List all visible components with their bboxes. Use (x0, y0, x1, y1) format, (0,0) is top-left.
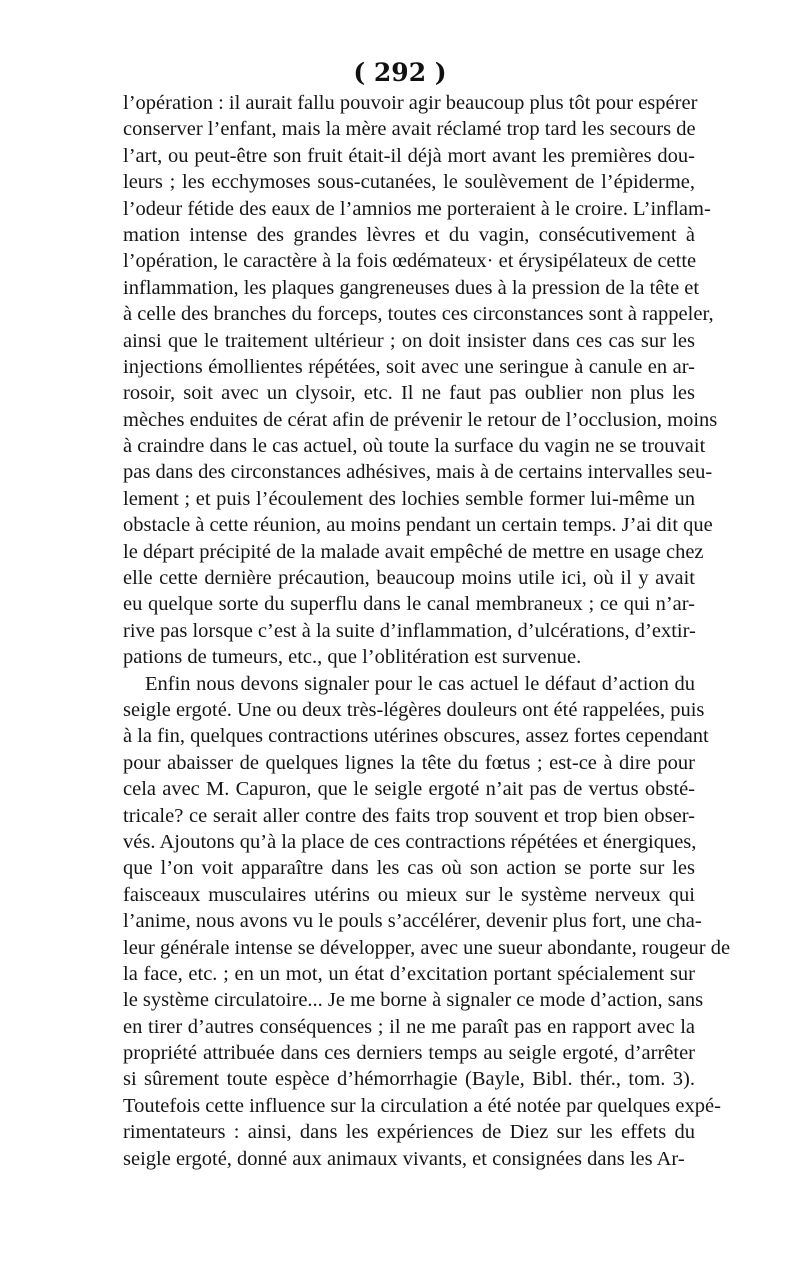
text-line: à craindre dans le cas actuel, où toute la surface du vagin ne se trouvait (123, 435, 706, 458)
text-line: l’anime, nous avons vu le pouls s’accélérer, devenir plus fort, une cha- (123, 910, 702, 933)
text-line: à la fin, quelques contractions utérines obscures, assez fortes cependant (123, 725, 709, 748)
text-line: obstacle à cette réunion, au moins pendant un certain temps. J’ai dit que (123, 514, 713, 537)
text-line: inflammation, les plaques gangreneuses dues à la pression de la tête et (123, 276, 700, 299)
text-line: seigle ergoté, donné aux animaux vivants, et consignées dans les Ar- (123, 1147, 685, 1170)
paragraph-1 (123, 90, 718, 671)
text-line: pour abaisser de quelques lignes la tête du fœtus ; est-ce à dire pour (123, 751, 695, 774)
text-line: vés. Ajoutons qu’à la place de ces contractions répétées et énergiques, (123, 830, 697, 853)
text-line: à celle des branches du forceps, toutes ces circonstances sont à rappeler, (123, 303, 714, 326)
text-line: Enfin nous devons signaler pour le cas actuel le défaut d’action du (145, 672, 695, 695)
text-line: l’odeur fétide des eaux de l’amnios me porteraient à le croire. L’inflam- (123, 197, 711, 220)
text-line: leurs ; les ecchymoses sous-cutanées, le soulèvement de l’épiderme, (123, 171, 695, 194)
text-line: propriété attribuée dans ces derniers temps au seigle ergoté, d’arrêter (123, 1042, 695, 1065)
text-line: injections émollientes répétées, soit avec une seringue à canule en ar- (123, 355, 695, 378)
text-line: la face, etc. ; en un mot, un état d’excitation portant spécialement sur (123, 962, 695, 985)
text-line: lement ; et puis l’écoulement des lochies semble former lui-même un (123, 487, 695, 510)
text-line: seigle ergoté. Une ou deux très-légères douleurs ont été rappelées, puis (123, 698, 705, 721)
text-line: que l’on voit apparaître dans les cas où son action se porte sur les (123, 857, 695, 880)
text-line: Toutefois cette influence sur la circulation a été notée par quelques expé- (123, 1094, 721, 1117)
paragraph-2 (123, 671, 731, 1172)
text-line: l’opération : il aurait fallu pouvoir agir beaucoup plus tôt pour espérer (123, 92, 698, 114)
text-line: pations de tumeurs, etc., que l’oblitération est survenue. (123, 646, 582, 669)
text-line: si sûrement toute espèce d’hémorrhagie (Bayle, Bibl. thér., tom. 3). (123, 1068, 695, 1091)
text-line: cela avec M. Capuron, que le seigle ergoté n’ait pas de vertus obsté- (123, 778, 695, 801)
text-line: leur générale intense se développer, avec une sueur abondante, rougeur de (123, 936, 731, 959)
text-line: pas dans des circonstances adhésives, mais à de certains intervalles seu- (123, 461, 713, 484)
text-line: eu quelque sorte du superflu dans le canal membraneux ; ce qui n’ar- (123, 593, 695, 616)
text-line: faisceaux musculaires utérins ou mieux sur le système nerveux qui (123, 883, 695, 906)
text-line: rive pas lorsque c’est à la suite d’inflammation, d’ulcérations, d’extir- (123, 619, 696, 642)
text-line: ainsi que le traitement ultérieur ; on doit insister dans ces cas sur les (123, 329, 695, 352)
text-line: conserver l’enfant, mais la mère avait réclamé trop tard les secours de (123, 118, 696, 141)
text-line: l’opération, le caractère à la fois œdémateux· et érysipélateux de cette (123, 250, 697, 273)
text-line: mèches enduites de cérat afin de prévenir le retour de l’occlusion, moins (123, 408, 718, 431)
text-line: rosoir, soit avec un clysoir, etc. Il ne faut pas oublier non plus les (123, 382, 695, 405)
text-line: tricale? ce serait aller contre des faits trop souvent et trop bien obser- (123, 804, 695, 827)
text-line: le départ précipité de la malade avait empêché de mettre en usage chez (123, 540, 704, 563)
text-line: en tirer d’autres conséquences ; il ne me paraît pas en rapport avec la (123, 1015, 695, 1038)
text-line: le système circulatoire... Je me borne à signaler ce mode d’action, sans (123, 989, 704, 1012)
text-line: rimentateurs : ainsi, dans les expériences de Diez sur les effets du (123, 1121, 695, 1144)
body-text (123, 90, 731, 1172)
page-number: ( 292 ) (353, 58, 447, 87)
text-line: mation intense des grandes lèvres et du vagin, consécutivement à (123, 223, 695, 246)
text-line: l’art, ou peut-être son fruit était-il déjà mort avant les premières dou- (123, 144, 695, 167)
text-line: elle cette dernière précaution, beaucoup moins utile ici, où il y avait (123, 567, 695, 590)
